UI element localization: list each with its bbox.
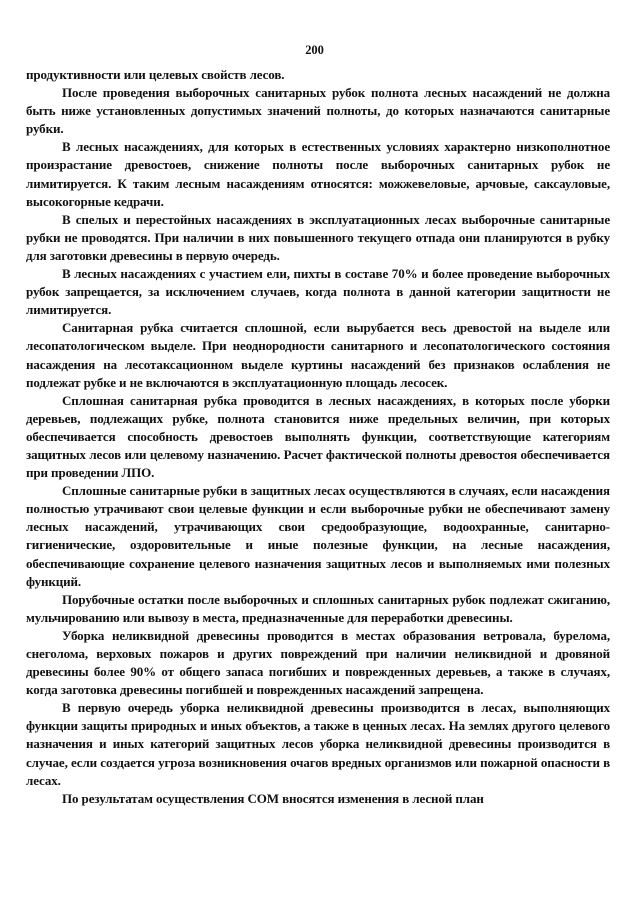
paragraph-10: Уборка неликвидной древесины проводится в местах образования ветровала, бурелома, снеголома, верховых пожаров и других повреждений при наличии неликвидной и дровяной древесины более 90% от общего запаса погибших и поврежденных деревьев, а также в случаях, когда заготовка древесины погибшей и поврежденных насаждений запрещена. [26, 627, 610, 698]
paragraph-8: Сплошные санитарные рубки в защитных лесах осуществляются в случаях, если насаждения полностью утрачивают свои целевые функции и если выборочные рубки не обеспечивают замену лесных насаждений, утрачивающих свои средообразующие, водоохранные, санитарно-гигиенические, оздоровительные и иные полезные функции, на лесные насаждения, обеспечивающие сохранение целевого назначения защитных лесов и выполняемых ими полезных функций. [26, 483, 610, 589]
paragraph-7: Сплошная санитарная рубка проводится в лесных насаждениях, в которых после уборки деревьев, подлежащих рубке, полнота становится ниже предельных величин, при которых обеспечивается способность древостоев выполнять функции, соответствующие категориям защитных лесов или целевому назначению. Расчет фактической полноты древостоя обеспечивается при проведении ЛПО. [26, 392, 610, 481]
paragraph-9: Порубочные остатки после выборочных и сплошных санитарных рубок подлежат сжиганию, мульчированию или вывозу в места, предназначенные для переработки древесины. [26, 591, 610, 625]
paragraph-4: В спелых и перестойных насаждениях в эксплуатационных лесах выборочные санитарные рубки не проводятся. При наличии в них повышенного текущего отпада они планируются в рубку для заготовки древесины в первую очередь. [26, 211, 610, 263]
paragraph-3: В лесных насаждениях, для которых в естественных условиях характерно низкополнотное произрастание древостоев, снижение полноты после выборочных санитарных рубок не лимитируется. К таким лесным насаждениям относятся: можжевеловые, арчовые, саксауловые, высокогорные кедрачи. [26, 139, 610, 209]
paragraph-12: По результатам осуществления СОМ вносятся изменения в лесной план [62, 790, 484, 806]
paragraph-2: После проведения выборочных санитарных рубок полнота лесных насаждений не должна быть ниже установленных допустимых значений полноты, до которых назначаются санитарные рубки. [26, 85, 610, 137]
paragraph-6: Санитарная рубка считается сплошной, если вырубается весь древостой на выделе или лесопатологическом выделе. При неоднородности санитарного и лесопатологического состояния насаждения на лесотаксационном выделе куртины насаждений без признаков ослабления не подлежат рубке и не включаются в эксплуатационную площадь лесосек. [26, 320, 610, 390]
page-number: 200 [305, 43, 324, 57]
paragraph-11: В первую очередь уборка неликвидной древесины производится в лесах, выполняющих функции защиты природных и иных объектов, а также в ценных лесах. На землях другого целевого назначения и иных категорий защитных лесов уборка неликвидной древесины производится в случае, если создается угроза возникновения очагов вредных организмов или пожарной опасности в лесах. [26, 700, 610, 788]
paragraph-5: В лесных насаждениях с участием ели, пихты в составе 70% и более проведение выборочных рубок запрещается, за исключением случаев, когда полнота в данной категории защитности не лимитируется. [26, 266, 610, 318]
body-text [26, 66, 610, 808]
paragraph-1: продуктивности или целевых свойств лесов. [26, 67, 285, 82]
